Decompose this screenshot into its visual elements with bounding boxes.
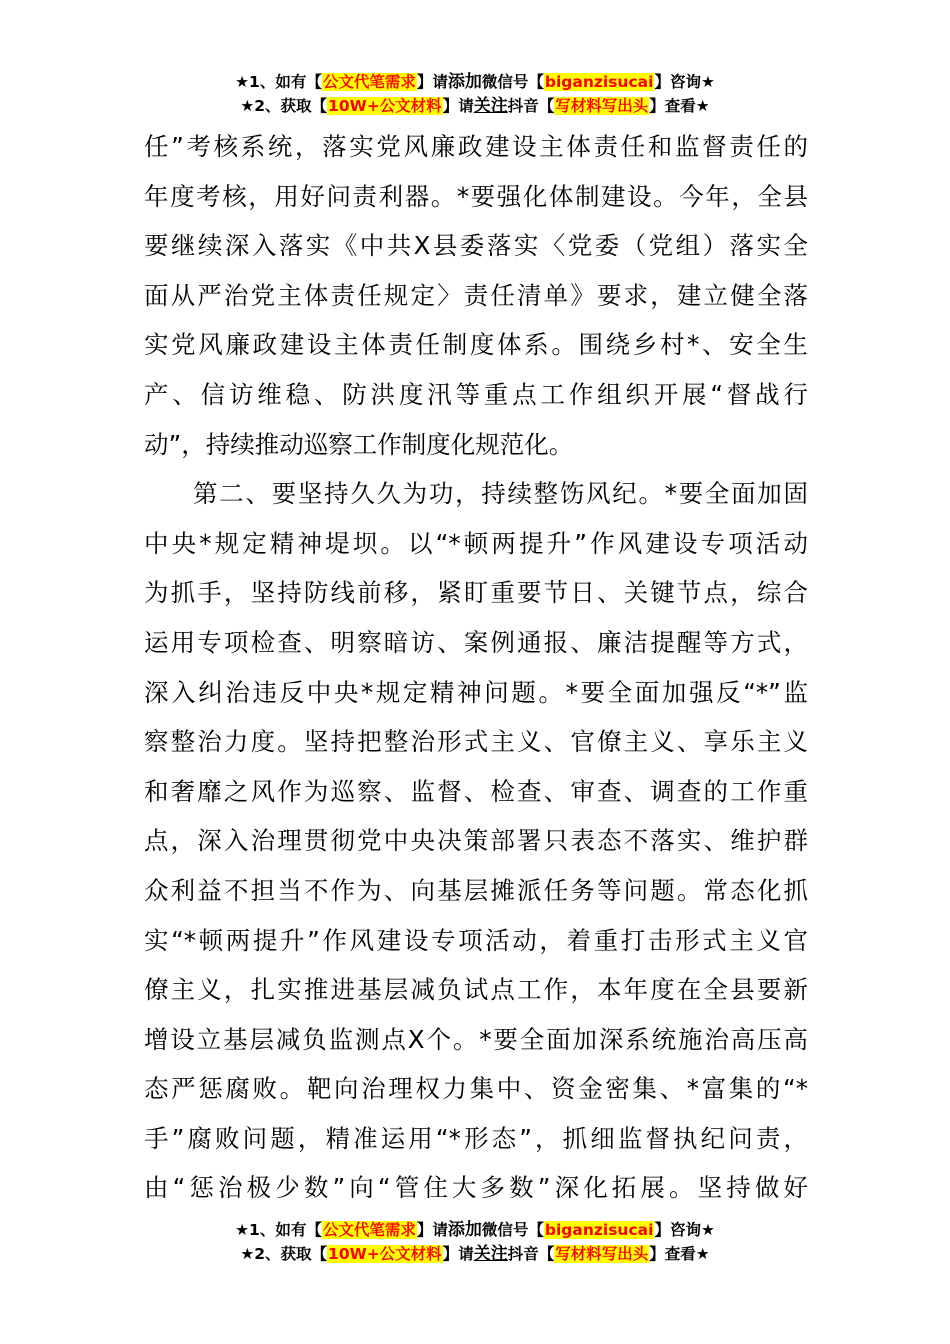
text-line: 点，深入治理贯彻党中央决策部署只表态不落实、维护群 <box>144 826 808 856</box>
footer-line-2 <box>0 1242 950 1266</box>
highlight-text: 公文代笔需求 <box>322 73 416 91</box>
footer-text: ★1、如有【 <box>235 1221 322 1239</box>
text-line: 察整治力度。坚持把整治形式主义、官僚主义、享乐主义 <box>144 727 808 757</box>
header-line-1 <box>0 70 950 94</box>
header-text: ★2、获取【 <box>240 97 328 115</box>
footer-text: 添加 <box>447 1220 482 1240</box>
header-text: 抖音【 <box>507 97 555 115</box>
highlight-text: 公文代笔需求 <box>322 1221 416 1239</box>
document-body <box>144 122 808 1213</box>
text-line: 实“*顿两提升”作风建设专项活动，着重打击形式主义官 <box>144 925 808 955</box>
highlight-text: 10W+公文材料 <box>328 97 442 115</box>
footer-text: 】查看★ <box>649 1245 710 1263</box>
text-line: 第二、要坚持久久为功，持续整饬风纪。*要全面加固 <box>193 479 808 509</box>
text-line: 运用专项检查、明察暗访、案例通报、廉洁提醒等方式， <box>144 627 808 657</box>
text-line: 年度考核，用好问责利器。*要强化体制建设。今年，全县 <box>144 181 808 211</box>
text-line: 由“惩治极少数”向“管住大多数”深化拓展。坚持做好 <box>144 1173 808 1203</box>
text-line: 要继续深入落实《中共X县委落实〈党委（党组）落实全 <box>144 231 808 261</box>
footer-text: 】咨询★ <box>654 1221 715 1239</box>
footer-text: 】请 <box>416 1221 448 1239</box>
header-text: 】查看★ <box>649 97 710 115</box>
text-line: 态严惩腐败。靶向治理权力集中、资金密集、*富集的“* <box>144 1074 808 1104</box>
header-text: 】咨询★ <box>654 73 715 91</box>
header-line-2 <box>0 94 950 118</box>
text-line: 实党风廉政建设主体责任制度体系。围绕乡村*、安全生 <box>144 330 808 360</box>
paragraph-2 <box>144 469 808 1213</box>
douyin-account: 写材料写出头 <box>555 1245 649 1263</box>
text-line: 深入纠治违反中央*规定精神问题。*要全面加强反“*”监 <box>144 677 808 707</box>
text-line: 任”考核系统，落实党风廉政建设主体责任和监督责任的 <box>144 132 808 161</box>
text-line: 僚主义，扎实推进基层减负试点工作，本年度在全县要新 <box>144 975 808 1005</box>
footer-text: 抖音【 <box>507 1245 555 1263</box>
text-line: 面从严治党主体责任规定〉责任清单》要求，建立健全落 <box>144 280 808 310</box>
douyin-account: 写材料写出头 <box>555 97 649 115</box>
footer-banner <box>0 1218 950 1266</box>
footer-text: 】请 <box>442 1245 474 1263</box>
header-text: ★1、如有【 <box>235 73 322 91</box>
header-text: 】请 <box>442 97 474 115</box>
highlight-text: 10W+公文材料 <box>328 1245 442 1263</box>
wechat-id: biganzisucai <box>544 73 654 91</box>
header-text: 关注 <box>473 96 508 116</box>
header-text: 添加 <box>447 72 482 92</box>
text-line: 为抓手，坚持防线前移，紧盯重要节日、关键节点，综合 <box>144 578 808 608</box>
text-line: 手”腐败问题，精准运用“*形态”，抓细监督执纪问责， <box>144 1123 808 1153</box>
footer-line-1 <box>0 1218 950 1242</box>
text-line: 中央*规定精神堤坝。以“*顿两提升”作风建设专项活动 <box>144 528 808 558</box>
footer-text: 微信号【 <box>481 1221 544 1239</box>
header-text: 】请 <box>416 73 448 91</box>
paragraph-1 <box>144 122 808 469</box>
header-banner <box>0 70 950 118</box>
text-line: 和奢靡之风作为巡察、监督、检查、审查、调查的工作重 <box>144 776 808 806</box>
text-line: 动”，持续推动巡察工作制度化规范化。 <box>144 429 574 459</box>
text-line: 增设立基层减负监测点X个。*要全面加深系统施治高压高 <box>144 1024 808 1054</box>
header-text: 微信号【 <box>481 73 544 91</box>
text-line: 众利益不担当不作为、向基层摊派任务等问题。常态化抓 <box>144 875 808 905</box>
footer-text: ★2、获取【 <box>240 1245 328 1263</box>
text-line: 产、信访维稳、防洪度汛等重点工作组织开展“督战行 <box>144 379 808 409</box>
wechat-id: biganzisucai <box>544 1221 654 1239</box>
footer-text: 关注 <box>473 1244 508 1264</box>
